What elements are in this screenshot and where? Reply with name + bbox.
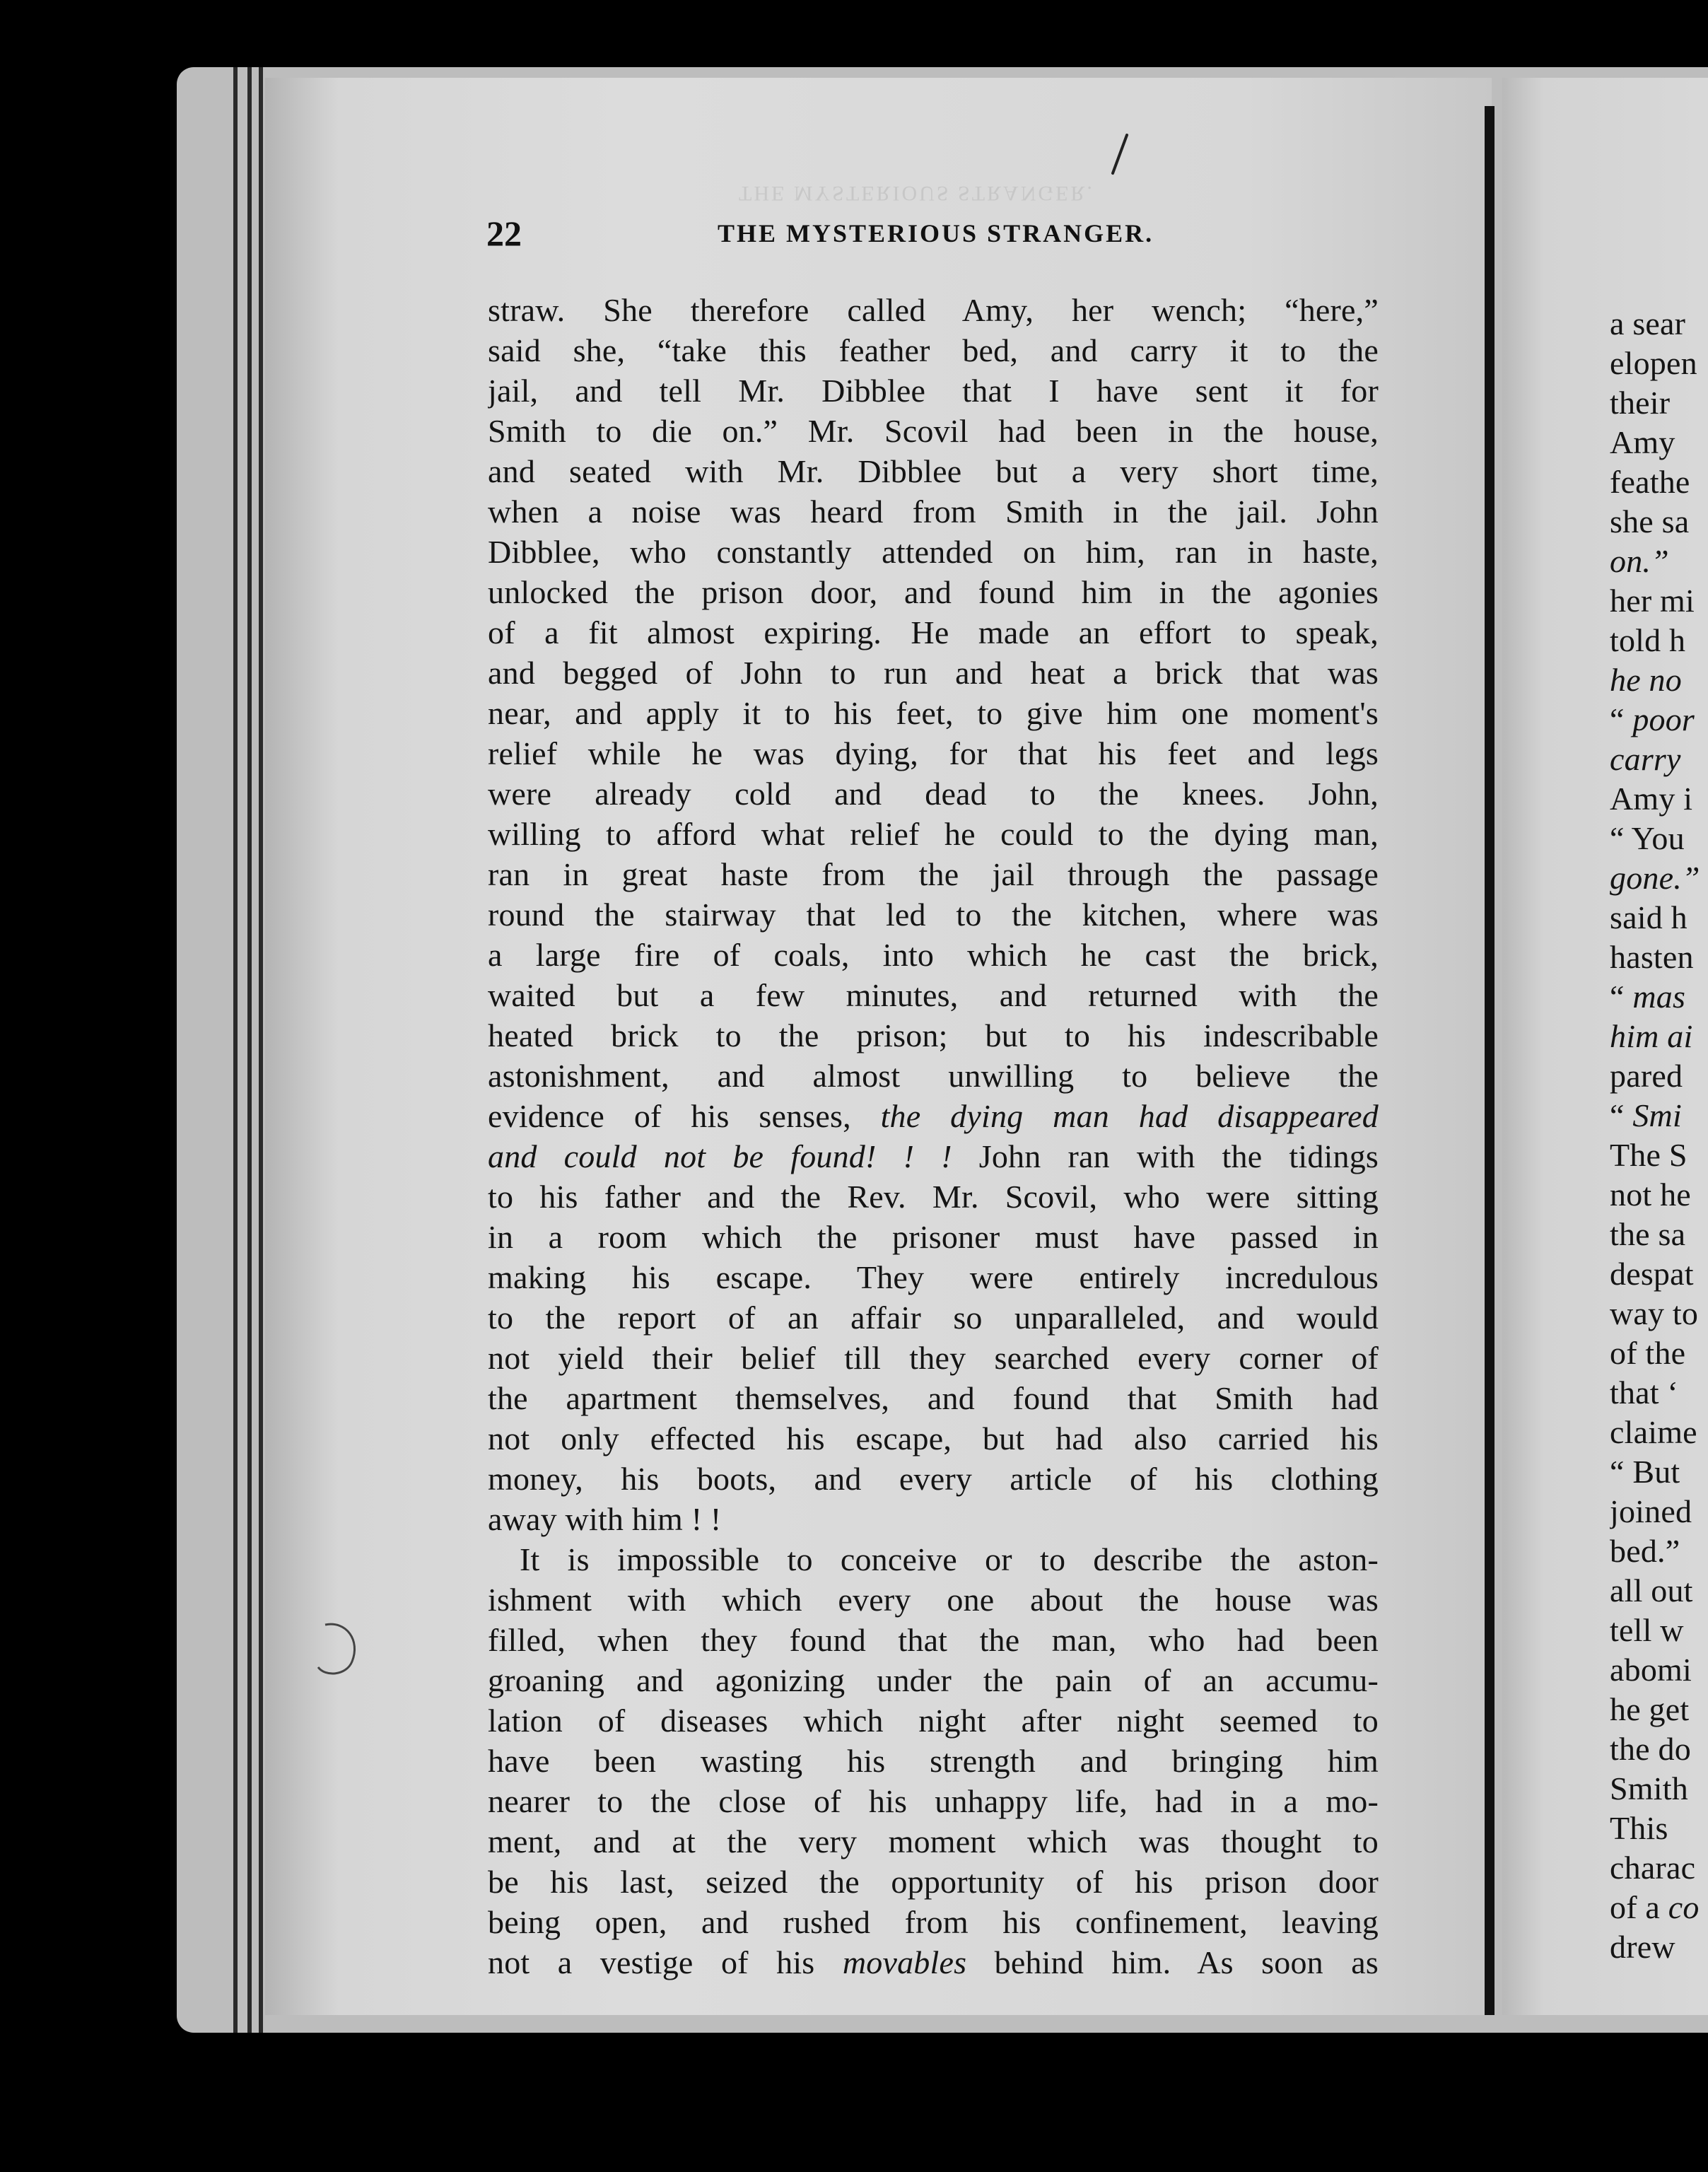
text-line	[1610, 304, 1708, 344]
italic-text: poor	[1632, 701, 1695, 737]
text-segment: joined	[1610, 1493, 1692, 1529]
text-segment: were already cold and dead to the knees. John,	[488, 776, 1379, 812]
text-segment: “	[1610, 701, 1633, 737]
text-line	[488, 693, 1379, 733]
text-segment: to the report of an affair so unparalleled, and would	[488, 1300, 1379, 1336]
page-edge	[259, 67, 263, 2033]
text-line	[1610, 1175, 1708, 1215]
text-segment: have been wasting his strength and bringing him	[488, 1743, 1379, 1779]
text-segment: Smith to die on.” Mr. Scovil had been in the house,	[488, 413, 1379, 449]
right-page-text	[1610, 304, 1708, 1967]
text-segment: round the stairway that led to the kitchen, where was	[488, 897, 1379, 933]
text-line	[488, 854, 1379, 894]
text-segment: to his father and the Rev. Mr. Scovil, who were sitting	[488, 1179, 1379, 1215]
text-line	[1610, 621, 1708, 660]
text-segment: “ You	[1610, 820, 1685, 856]
text-line	[1610, 1135, 1708, 1175]
text-line	[488, 935, 1379, 975]
text-line	[488, 773, 1379, 814]
text-line	[1610, 660, 1708, 700]
text-line	[1610, 383, 1708, 423]
text-segment: that ‘	[1610, 1374, 1678, 1411]
text-line	[1610, 1611, 1708, 1650]
text-segment: behind him. As soon as	[966, 1944, 1379, 1980]
italic-text: movables	[842, 1944, 967, 1980]
italic-text: the dying man had disappeared	[880, 1098, 1379, 1134]
text-line	[1610, 938, 1708, 977]
text-segment: drew	[1610, 1929, 1675, 1965]
text-line	[1610, 1413, 1708, 1452]
text-segment: astonishment, and almost unwilling to believe the	[488, 1058, 1379, 1094]
text-line	[1610, 1096, 1708, 1135]
text-segment: their	[1610, 385, 1671, 421]
text-segment: abomi	[1610, 1652, 1692, 1688]
text-segment: This	[1610, 1810, 1668, 1846]
text-line	[488, 1580, 1379, 1620]
text-segment: hasten	[1610, 939, 1694, 975]
text-segment: ishment with which every one about the house was	[488, 1582, 1379, 1618]
text-segment: not he	[1610, 1176, 1691, 1213]
text-segment: said she, “take this feather bed, and carry it to the	[488, 332, 1379, 368]
text-line	[1610, 1531, 1708, 1571]
text-segment: waited but a few minutes, and returned with the	[488, 977, 1379, 1013]
text-segment: Amy	[1610, 424, 1675, 460]
text-line	[488, 1136, 1379, 1176]
text-segment: said h	[1610, 899, 1687, 935]
text-line	[488, 572, 1379, 612]
text-line	[1610, 1333, 1708, 1373]
text-line	[488, 1459, 1379, 1499]
text-line	[488, 1781, 1379, 1821]
text-line	[1610, 462, 1708, 502]
text-line	[488, 1297, 1379, 1338]
text-segment: The S	[1610, 1137, 1687, 1173]
text-line	[488, 894, 1379, 935]
text-segment: “	[1610, 1097, 1633, 1133]
text-segment: John ran with the tidings	[952, 1138, 1379, 1174]
text-line	[488, 330, 1379, 370]
text-segment: not only effected his escape, but had also carried his	[488, 1420, 1379, 1456]
text-line	[1610, 542, 1708, 581]
text-segment: away with him ! !	[488, 1501, 722, 1537]
text-segment: not a vestige of his	[488, 1944, 843, 1980]
text-line	[488, 1217, 1379, 1257]
page-edge	[233, 67, 238, 2033]
text-segment: all out	[1610, 1572, 1693, 1608]
text-segment: and begged of John to run and heat a brick that was	[488, 655, 1379, 691]
text-line	[488, 491, 1379, 532]
text-line	[488, 1056, 1379, 1096]
text-line	[488, 1821, 1379, 1862]
text-segment: willing to afford what relief he could to the dying man,	[488, 816, 1379, 852]
text-segment: a large fire of coals, into which he cast the brick,	[488, 937, 1379, 973]
text-line	[1610, 1769, 1708, 1809]
text-line	[1610, 1729, 1708, 1769]
text-segment: of a fit almost expiring. He made an effort to speak,	[488, 614, 1379, 650]
text-line	[1610, 1254, 1708, 1294]
text-segment: filled, when they found that the man, who had been	[488, 1622, 1379, 1658]
text-line	[488, 1378, 1379, 1418]
text-segment: of the	[1610, 1335, 1686, 1371]
text-segment: money, his boots, and every article of his clothing	[488, 1461, 1379, 1497]
text-segment: straw. She therefore called Amy, her wench; “here,”	[488, 292, 1379, 328]
text-segment: when a noise was heard from Smith in the jail. John	[488, 494, 1379, 530]
text-line	[1610, 740, 1708, 779]
italic-text: mas	[1632, 979, 1686, 1015]
text-line	[1610, 423, 1708, 462]
text-line	[1610, 344, 1708, 383]
text-segment: a sear	[1610, 305, 1686, 341]
text-segment: charac	[1610, 1850, 1696, 1886]
italic-text: and could not be found! ! !	[488, 1138, 952, 1174]
text-line	[488, 1539, 1379, 1580]
text-segment: jail, and tell Mr. Dibblee that I have sent it for	[488, 373, 1379, 409]
text-line	[488, 814, 1379, 854]
text-segment: be his last, seized the opportunity of his prison door	[488, 1864, 1379, 1900]
text-line	[1610, 1888, 1708, 1927]
text-segment: despat	[1610, 1256, 1694, 1292]
text-segment: relief while he was dying, for that his feet and legs	[488, 735, 1379, 771]
text-line	[1610, 779, 1708, 819]
text-segment: Smith	[1610, 1770, 1688, 1806]
text-segment: and seated with Mr. Dibblee but a very short time,	[488, 453, 1379, 489]
italic-text: Smi	[1632, 1097, 1682, 1133]
text-segment: bed.”	[1610, 1533, 1680, 1569]
text-segment: he get	[1610, 1691, 1690, 1727]
text-segment: near, and apply it to his feet, to give him one moment's	[488, 695, 1379, 731]
italic-text: him ai	[1610, 1018, 1693, 1054]
text-line	[488, 1176, 1379, 1217]
text-segment: in a room which the prisoner must have passed in	[488, 1219, 1379, 1255]
text-segment: of a	[1610, 1889, 1668, 1925]
text-line	[488, 1700, 1379, 1741]
text-line	[488, 1620, 1379, 1660]
text-segment: ment, and at the very moment which was thought to	[488, 1823, 1379, 1859]
text-segment: elopen	[1610, 345, 1697, 381]
italic-text: on.”	[1610, 543, 1669, 579]
text-line	[488, 411, 1379, 451]
text-line	[488, 1257, 1379, 1297]
text-line	[488, 1015, 1379, 1056]
page-number: 22	[486, 214, 522, 253]
italic-text: carry	[1610, 741, 1681, 777]
text-line	[1610, 1650, 1708, 1690]
text-segment: told h	[1610, 622, 1686, 658]
text-segment: Dibblee, who constantly attended on him, ran in haste,	[488, 534, 1379, 570]
text-line	[488, 532, 1379, 572]
bleed-through-title: THE MYSTERIOUS STRANGER.	[739, 182, 1094, 205]
text-line	[488, 1096, 1379, 1136]
text-line	[1610, 1809, 1708, 1848]
italic-text: he no	[1610, 662, 1682, 698]
margin-scribble	[297, 1612, 375, 1690]
text-segment: the apartment themselves, and found that Smith had	[488, 1380, 1379, 1416]
text-line	[488, 290, 1379, 330]
text-line	[1610, 1294, 1708, 1333]
text-line	[1610, 1927, 1708, 1967]
text-segment: Amy i	[1610, 781, 1693, 817]
text-line	[1610, 581, 1708, 621]
text-segment: It is impossible to conceive or to describe the aston-	[520, 1541, 1379, 1577]
text-segment: not yield their belief till they searched every corner of	[488, 1340, 1379, 1376]
text-line	[1610, 1492, 1708, 1531]
text-line	[1610, 1373, 1708, 1413]
text-line	[1610, 898, 1708, 938]
italic-text: gone.”	[1610, 860, 1700, 896]
pencil-mark	[1103, 131, 1138, 180]
text-segment: “ But	[1610, 1454, 1680, 1490]
text-line	[488, 733, 1379, 773]
text-line	[488, 370, 1379, 411]
text-segment: tell w	[1610, 1612, 1684, 1648]
text-line	[488, 1338, 1379, 1378]
text-line	[488, 1902, 1379, 1942]
text-segment: the sa	[1610, 1216, 1686, 1252]
text-segment: unlocked the prison door, and found him in the agonies	[488, 574, 1379, 610]
text-line	[488, 1418, 1379, 1459]
text-line	[1610, 502, 1708, 542]
text-segment: her mi	[1610, 583, 1695, 619]
text-line	[1610, 1017, 1708, 1056]
text-line	[1610, 1571, 1708, 1611]
running-title: THE MYSTERIOUS STRANGER.	[718, 219, 1154, 247]
text-line	[1610, 819, 1708, 858]
text-segment: she sa	[1610, 503, 1690, 539]
text-line	[488, 1660, 1379, 1700]
text-line	[1610, 1215, 1708, 1254]
text-line	[488, 451, 1379, 491]
text-segment: evidence of his senses,	[488, 1098, 881, 1134]
text-segment: groaning and agonizing under the pain of an accumu-	[488, 1662, 1379, 1698]
text-line	[488, 653, 1379, 693]
text-line	[1610, 1848, 1708, 1888]
text-line	[488, 1862, 1379, 1902]
text-line	[1610, 1056, 1708, 1096]
text-segment: feathe	[1610, 464, 1690, 500]
text-segment: pared	[1610, 1058, 1683, 1094]
text-line	[488, 1741, 1379, 1781]
text-line	[1610, 977, 1708, 1017]
text-line	[488, 1499, 1379, 1539]
text-line	[1610, 1452, 1708, 1492]
text-segment: “	[1610, 979, 1633, 1015]
italic-text: co	[1668, 1889, 1700, 1925]
text-segment: being open, and rushed from his confinement, leaving	[488, 1904, 1379, 1940]
text-segment: way to	[1610, 1295, 1699, 1331]
text-segment: making his escape. They were entirely incredulous	[488, 1259, 1379, 1295]
text-segment: the do	[1610, 1731, 1691, 1767]
text-line	[488, 612, 1379, 653]
text-segment: lation of diseases which night after night seemed to	[488, 1703, 1379, 1739]
text-segment: ran in great haste from the jail through the passage	[488, 856, 1379, 892]
text-line	[1610, 858, 1708, 898]
page-edge	[247, 67, 252, 2033]
text-segment: claime	[1610, 1414, 1697, 1450]
text-segment: heated brick to the prison; but to his indescribable	[488, 1017, 1379, 1053]
text-line	[1610, 1690, 1708, 1729]
left-page-text	[488, 290, 1379, 1983]
text-line	[488, 1942, 1379, 1983]
text-line	[1610, 700, 1708, 740]
text-segment: nearer to the close of his unhappy life, had in a mo-	[488, 1783, 1379, 1819]
book-gutter	[1485, 106, 1494, 2015]
text-line	[488, 975, 1379, 1015]
